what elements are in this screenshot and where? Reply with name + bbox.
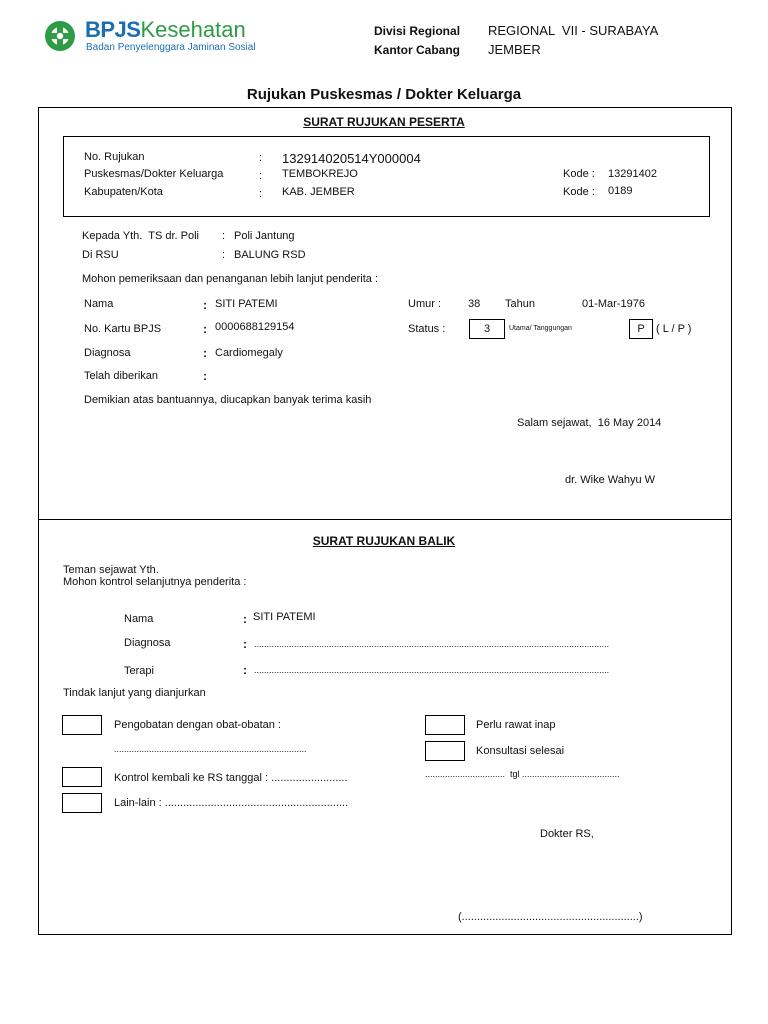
kode2-label: Kode : (563, 186, 595, 198)
peserta-title: SURAT RUJUKAN PESERTA (303, 115, 465, 129)
opt-obat-label: Pengobatan dengan obat-obatan : (114, 719, 281, 731)
rsu-value: BALUNG RSD (234, 249, 306, 261)
puskesmas-value: TEMBOKREJO (282, 168, 358, 180)
no-rujukan-value: 132914020514Y000004 (282, 151, 421, 166)
gender-value-box: P (629, 319, 653, 339)
dob-value: 01-Mar-1976 (582, 298, 645, 310)
balik-nama-label: Nama (124, 613, 154, 625)
colon: : (243, 663, 247, 677)
teman-text: Teman sejawat Yth. (63, 564, 159, 576)
balik-nama-value: SITI PATEMI (253, 611, 316, 623)
colon: : (203, 346, 207, 360)
tgl-line[interactable]: ................................ tgl ....................................... (425, 769, 620, 779)
colon: : (243, 637, 247, 651)
colon: : (222, 249, 226, 261)
brand-tagline: Badan Penyelenggara Jaminan Sosial (86, 42, 256, 53)
tahun-label: Tahun (505, 298, 535, 310)
diagnosa-label: Diagnosa (84, 347, 131, 359)
status-note: Utama/ Tanggungan (509, 325, 572, 332)
opt-rawat-label: Perlu rawat inap (476, 719, 556, 731)
brand-name: BPJSKesehatan (85, 17, 246, 42)
signature-line: (..........................................................) (458, 911, 643, 923)
balik-mohon-text: Mohon kontrol selanjutnya penderita : (63, 576, 247, 588)
diagnosa-dots[interactable]: .............................................................................................................................................. (254, 639, 610, 649)
terapi-dots[interactable]: .............................................................................................................................................. (254, 665, 610, 675)
gender-note: ( L / P ) (656, 323, 692, 335)
colon: : (222, 230, 226, 242)
kabupaten-label: Kabupaten/Kota (84, 186, 163, 198)
balik-title: SURAT RUJUKAN BALIK (312, 534, 456, 548)
salam-text: Salam sejawat, 16 May 2014 (517, 417, 662, 429)
checkbox-lain[interactable] (62, 793, 102, 813)
colon: : (259, 170, 263, 182)
kartu-value: 0000688129154 (215, 321, 295, 333)
opt-kontrol-label: Kontrol kembali ke RS tanggal : ......................... (114, 772, 348, 784)
no-rujukan-label: No. Rujukan (84, 151, 145, 163)
puskesmas-label: Puskesmas/Dokter Keluarga (84, 168, 224, 180)
colon: : (259, 152, 263, 164)
divisi-label: Divisi Regional (374, 24, 461, 38)
balik-diagnosa-label: Diagnosa (124, 637, 171, 649)
tindak-text: Tindak lanjut yang dianjurkan (63, 687, 206, 699)
diagnosa-value: Cardiomegaly (215, 347, 283, 359)
checkbox-rawat-inap[interactable] (425, 715, 465, 735)
kantor-value: JEMBER (488, 42, 541, 57)
kepada-value: Poli Jantung (234, 230, 295, 242)
checkbox-konsultasi[interactable] (425, 741, 465, 761)
opt-konsultasi-label: Konsultasi selesai (476, 745, 565, 757)
bpjs-logo-icon (44, 20, 76, 52)
status-value-box: 3 (469, 319, 505, 339)
colon: : (259, 188, 263, 200)
checkbox-kontrol[interactable] (62, 767, 102, 787)
diberikan-label: Telah diberikan (84, 370, 158, 382)
divisi-value: REGIONAL VII - SURABAYA (488, 23, 659, 38)
colon: : (243, 612, 247, 626)
kabupaten-value: KAB. JEMBER (282, 186, 355, 198)
doctor-name: dr. Wike Wahyu W (565, 474, 656, 486)
dokter-rs-label: Dokter RS, (540, 828, 594, 840)
demikian-text: Demikian atas bantuannya, diucapkan banyak terima kasih (84, 394, 372, 406)
terapi-label: Terapi (124, 665, 154, 677)
kode1-label: Kode : (563, 168, 595, 180)
obat-dots[interactable]: ............................................................................. (114, 744, 307, 754)
document-title: Rujukan Puskesmas / Dokter Keluarga (246, 86, 522, 103)
colon: : (203, 369, 207, 383)
nama-value: SITI PATEMI (215, 298, 278, 310)
colon: : (203, 322, 207, 336)
section-divider (38, 519, 732, 520)
kode2-value: 0189 (608, 185, 633, 197)
checkbox-obat[interactable] (62, 715, 102, 735)
nama-label: Nama (84, 298, 114, 310)
umur-value: 38 (468, 298, 481, 310)
kartu-label: No. Kartu BPJS (84, 323, 162, 335)
rsu-label: Di RSU (82, 249, 119, 261)
kode1-value: 13291402 (608, 168, 657, 180)
status-label: Status : (408, 323, 446, 335)
mohon-text: Mohon pemeriksaan dan penanganan lebih lanjut penderita : (82, 273, 378, 285)
kepada-label: Kepada Yth. TS dr. Poli (82, 230, 200, 242)
opt-lain-label: Lain-lain : ............................................................ (114, 797, 349, 809)
umur-label: Umur : (408, 298, 441, 310)
kantor-label: Kantor Cabang (374, 43, 461, 57)
colon: : (203, 298, 207, 312)
